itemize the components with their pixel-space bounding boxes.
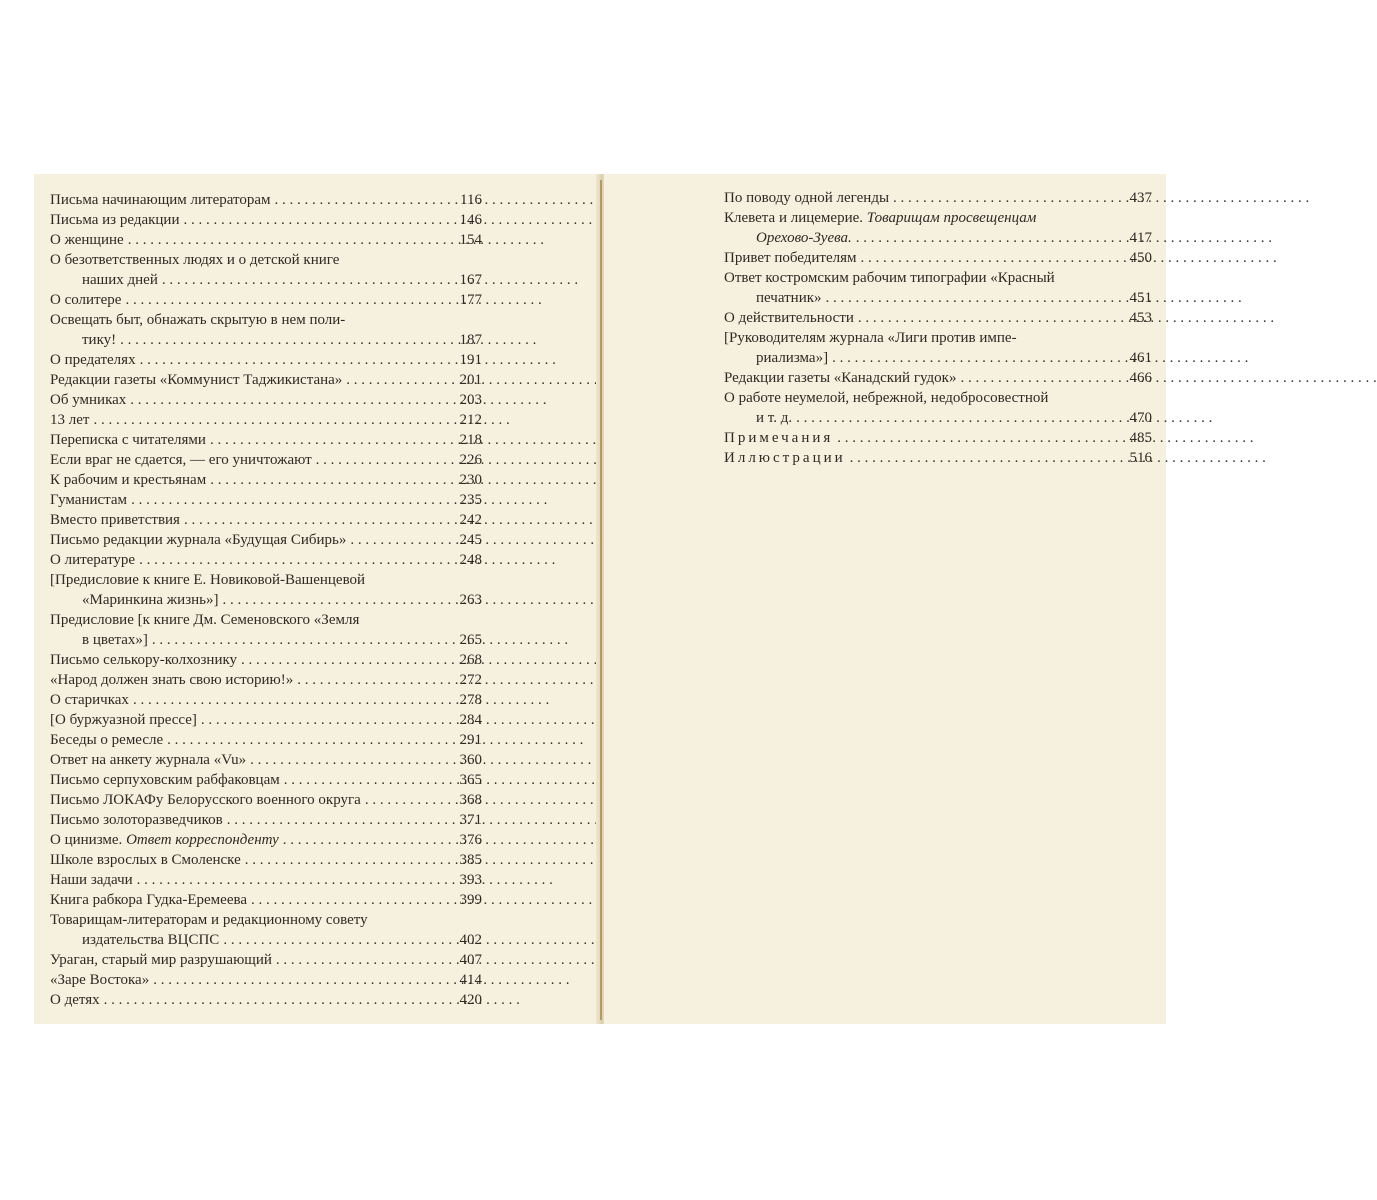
toc-entry-title: «Маринкина жизнь»] [82, 592, 219, 608]
toc-entry [50, 610, 482, 650]
toc-page-number: 516 [1129, 450, 1152, 466]
toc-entry-line [50, 610, 436, 630]
toc-entry-line [50, 630, 436, 650]
toc-entry-subtitle: Орехово-Зуева. [756, 230, 852, 246]
toc-entry-line [50, 190, 436, 210]
toc-entry-title: Наши задачи [50, 872, 133, 888]
toc-page-number: 245 [459, 532, 482, 548]
toc-entry-title: О предателях [50, 352, 136, 368]
leader-dots [130, 390, 546, 410]
toc-entry-title: печатник» [756, 290, 822, 306]
toc-page-number: 187 [459, 332, 482, 348]
toc-entry-title: О цинизме. Ответ корреспонденту [50, 832, 279, 848]
leader-dots [133, 690, 549, 710]
toc-entry-subtitle: Товарищам просвещенцам [863, 210, 1037, 226]
leader-dots [131, 490, 547, 510]
toc-entry [724, 188, 1152, 208]
toc-entry-line [724, 448, 1106, 468]
leader-dots [861, 248, 1277, 268]
toc-entry-line [50, 290, 436, 310]
toc-entry-line [724, 428, 1106, 448]
toc-entry [50, 490, 482, 510]
toc-entry [50, 730, 482, 750]
toc-entry-title: в цветах»] [82, 632, 148, 648]
toc-entry-line [50, 530, 436, 550]
toc-entry [50, 250, 482, 290]
toc-entry-title: О солитере [50, 292, 122, 308]
leader-dots [167, 730, 583, 750]
toc-entry-line [50, 550, 436, 570]
toc-entry [50, 450, 482, 470]
toc-page-number: 365 [459, 772, 482, 788]
toc-entry-title: Предисловие [к книге Дм. Семеновского «Земля [50, 612, 360, 628]
toc-entry [50, 990, 482, 1010]
toc-entry-line [50, 830, 436, 850]
toc-entry-title: Письма начинающим литераторам [50, 192, 271, 208]
toc-entry [50, 530, 482, 550]
toc-entry-line [50, 210, 436, 230]
leader-dots [893, 188, 1309, 208]
toc-entry [50, 410, 482, 430]
toc-entry-title: и т. д. [756, 410, 793, 426]
toc-entry-title: Освещать быт, обнажать скрытую в нем поли- [50, 312, 346, 328]
toc-entry-line [724, 248, 1106, 268]
toc-page-number: 263 [459, 592, 482, 608]
leader-dots [826, 288, 1242, 308]
toc-entry-line [50, 230, 436, 250]
toc-entry-title: Товарищам-литераторам и редакционному совету [50, 912, 368, 928]
toc-entry [50, 350, 482, 370]
toc-entry-line [50, 410, 436, 430]
toc-entry-title: Об умниках [50, 392, 127, 408]
toc-page-number: 235 [459, 492, 482, 508]
toc-entry-line [724, 328, 1106, 348]
toc-entry [50, 230, 482, 250]
toc-entry-title: Ответ костромским рабочим типографии «Красный [724, 270, 1055, 286]
toc-entry [50, 850, 482, 870]
toc-entry [50, 470, 482, 490]
toc-page-number: 177 [459, 292, 482, 308]
toc-entry [50, 670, 482, 690]
toc-entry-title: Книга рабкора Гудка-Еремеева [50, 892, 248, 908]
toc-entry-title: Письмо редакции журнала «Будущая Сибирь» [50, 532, 347, 548]
toc-entry-title: О действительности [724, 310, 854, 326]
toc-entry-title: К рабочим и крестьянам [50, 472, 207, 488]
toc-page-number: 265 [459, 632, 482, 648]
toc-entry-line [50, 850, 436, 870]
toc-page-number: 466 [1129, 370, 1152, 386]
toc-entry [50, 650, 482, 670]
toc-entry-line [724, 208, 1106, 228]
toc-entry-title: [О буржуазной прессе] [50, 712, 197, 728]
toc-entry [724, 268, 1152, 308]
toc-page-number: 417 [1129, 230, 1152, 246]
toc-entry [50, 750, 482, 770]
toc-entry [724, 388, 1152, 428]
toc-entry-line [50, 790, 436, 810]
toc-page-number: 268 [459, 652, 482, 668]
toc-page-number: 242 [459, 512, 482, 528]
toc-entry [50, 970, 482, 990]
leader-dots [960, 368, 1376, 388]
leader-dots [201, 710, 617, 730]
toc-page-number: 201 [459, 372, 482, 388]
toc-page-number: 470 [1129, 410, 1152, 426]
toc-entry-line [724, 368, 1106, 388]
toc-entry-title: наших дней [82, 272, 158, 288]
toc-entry-title: Гуманистам [50, 492, 128, 508]
toc-entry [50, 310, 482, 350]
toc-entry-title: Клевета и лицемерие. Товарищам просвещенцам [724, 210, 1037, 226]
toc-entry-line [50, 390, 436, 410]
toc-entry-title: Письмо селькору-колхознику [50, 652, 238, 668]
toc-entry-line [50, 910, 436, 930]
toc-page-number: 399 [459, 892, 482, 908]
toc-entry-line [50, 470, 436, 490]
leader-dots [856, 228, 1272, 248]
toc-page-number: 218 [459, 432, 482, 448]
toc-entry-line [50, 870, 436, 890]
toc-entry [724, 368, 1152, 388]
toc-entry-line [50, 310, 436, 330]
toc-page-number: 284 [459, 712, 482, 728]
leader-dots [222, 590, 638, 610]
toc-page-number: 402 [459, 932, 482, 948]
toc-entry [50, 770, 482, 790]
toc-entry-line [724, 188, 1106, 208]
toc-entry-title: 13 лет [50, 412, 90, 428]
toc-entry [50, 690, 482, 710]
table-of-contents-right [724, 188, 1152, 468]
toc-page-number: 485 [1129, 430, 1152, 446]
toc-entry-line [50, 430, 436, 450]
toc-entry-title: Переписка с читателями [50, 432, 206, 448]
book-spread [34, 174, 1166, 1024]
toc-page-number: 278 [459, 692, 482, 708]
toc-page-number: 414 [459, 972, 482, 988]
toc-entry [50, 710, 482, 730]
toc-entry-line [50, 590, 436, 610]
toc-entry [724, 248, 1152, 268]
toc-entry-line [50, 950, 436, 970]
toc-entry [50, 950, 482, 970]
toc-entry-title: «Заре Востока» [50, 972, 150, 988]
toc-page-number: 230 [459, 472, 482, 488]
toc-page-number: 203 [459, 392, 482, 408]
toc-entry-title: Письмо золоторазведчиков [50, 812, 223, 828]
leader-dots [139, 550, 555, 570]
toc-entry-title: О безответственных людях и о детской книге [50, 252, 340, 268]
toc-entry-line [50, 570, 436, 590]
toc-entry-title: Письмо серпуховским рабфаковцам [50, 772, 280, 788]
toc-entry [50, 370, 482, 390]
toc-page-number: 212 [459, 412, 482, 428]
toc-entry-line [50, 250, 436, 270]
toc-entry [50, 390, 482, 410]
toc-entry-title: Письмо ЛОКАФу Белорусского военного округа [50, 792, 361, 808]
toc-page-number: 272 [459, 672, 482, 688]
toc-page-number: 154 [459, 232, 482, 248]
toc-entry-line [50, 710, 436, 730]
toc-entry-title: [Руководителям журнала «Лиги против импе- [724, 330, 1017, 346]
toc-entry-line [50, 670, 436, 690]
toc-page-number: 368 [459, 792, 482, 808]
toc-entry-title: По поводу одной легенды [724, 190, 890, 206]
toc-entry-line [50, 330, 436, 350]
toc-entry-line [50, 650, 436, 670]
toc-page-number: 420 [459, 992, 482, 1008]
right-page [604, 174, 1166, 1024]
toc-page-number: 376 [459, 832, 482, 848]
toc-page-number: 461 [1129, 350, 1152, 366]
leader-dots [153, 970, 569, 990]
toc-entry-title: О детях [50, 992, 100, 1008]
toc-entry-title: О литературе [50, 552, 136, 568]
toc-entry-title [756, 228, 852, 248]
toc-entry-line [50, 450, 436, 470]
toc-entry-subtitle: Ответ корреспонденту [122, 832, 279, 848]
leader-dots [210, 430, 626, 450]
leader-dots [210, 470, 626, 490]
toc-entry [50, 810, 482, 830]
toc-entry [50, 830, 482, 850]
leader-dots [837, 428, 1253, 448]
leader-dots [137, 870, 553, 890]
toc-entry-line [724, 228, 1106, 248]
toc-entry-line [50, 930, 436, 950]
toc-entry-title: О женщине [50, 232, 124, 248]
leader-dots [223, 930, 639, 950]
toc-entry [724, 308, 1152, 328]
toc-entry-line [724, 408, 1106, 428]
toc-entry-line [50, 510, 436, 530]
toc-page-number: 360 [459, 752, 482, 768]
toc-entry-title: Редакции газеты «Канадский гудок» [724, 370, 957, 386]
toc-page-number: 407 [459, 952, 482, 968]
toc-entry-title: «Народ должен знать свою историю!» [50, 672, 294, 688]
toc-entry-line [724, 308, 1106, 328]
toc-page-number: 226 [459, 452, 482, 468]
toc-page-number: 191 [459, 352, 482, 368]
toc-entry [50, 890, 482, 910]
toc-page-number: 385 [459, 852, 482, 868]
toc-entry-line [50, 690, 436, 710]
toc-entry-title: Редакции газеты «Коммунист Таджикистана» [50, 372, 343, 388]
toc-entry-title: Примечания [724, 430, 834, 446]
toc-entry-line [724, 388, 1106, 408]
leader-dots [140, 350, 556, 370]
toc-entry-title: Ураган, старый мир разрушающий [50, 952, 272, 968]
table-of-contents-left [50, 190, 482, 1010]
toc-entry-line [50, 270, 436, 290]
toc-entry-title: О работе неумелой, небрежной, недобросовестной [724, 390, 1049, 406]
toc-entry [50, 570, 482, 610]
toc-entry-line [50, 890, 436, 910]
toc-page-number: 393 [459, 872, 482, 888]
toc-entry-line [50, 750, 436, 770]
toc-entry [50, 790, 482, 810]
leader-dots [832, 348, 1248, 368]
toc-entry [50, 870, 482, 890]
toc-entry-title: риализма»] [756, 350, 829, 366]
leader-dots [183, 210, 599, 230]
toc-entry-line [50, 810, 436, 830]
toc-entry [724, 208, 1152, 248]
toc-entry [724, 328, 1152, 368]
toc-page-number: 167 [459, 272, 482, 288]
toc-entry-title: Беседы о ремесле [50, 732, 164, 748]
toc-entry-line [50, 990, 436, 1010]
toc-page-number: 437 [1129, 190, 1152, 206]
toc-page-number: 146 [459, 212, 482, 228]
toc-entry-title: [Предисловие к книге Е. Новиковой-Вашенцевой [50, 572, 366, 588]
toc-entry-title: Привет победителям [724, 250, 857, 266]
toc-entry-title: Иллюстрации [724, 450, 846, 466]
toc-entry-line [50, 730, 436, 750]
toc-entry-title: тику! [82, 332, 117, 348]
toc-entry [50, 910, 482, 950]
toc-entry-title: издательства ВЦСПС [82, 932, 220, 948]
leader-dots [162, 270, 578, 290]
toc-entry-line [724, 348, 1106, 368]
toc-page-number: 248 [459, 552, 482, 568]
toc-entry-title: О старичках [50, 692, 129, 708]
toc-entry-line [724, 268, 1106, 288]
toc-entry-title: Ответ на анкету журнала «Vu» [50, 752, 247, 768]
leader-dots [184, 510, 600, 530]
leader-dots [850, 448, 1266, 468]
toc-entry [724, 448, 1152, 468]
toc-entry [50, 550, 482, 570]
toc-page-number: 291 [459, 732, 482, 748]
toc-entry-title: Вместо приветствия [50, 512, 180, 528]
toc-entry-line [50, 370, 436, 390]
toc-entry-line [724, 288, 1106, 308]
toc-page-number: 450 [1129, 250, 1152, 266]
toc-entry [50, 210, 482, 230]
toc-entry [50, 430, 482, 450]
leader-dots [152, 630, 568, 650]
toc-entry-title: Если враг не сдается, — его уничтожают [50, 452, 312, 468]
toc-page-number: 451 [1129, 290, 1152, 306]
toc-entry-line [50, 490, 436, 510]
toc-entry-line [50, 970, 436, 990]
leader-dots [227, 810, 643, 830]
toc-page-number: 453 [1129, 310, 1152, 326]
toc-entry-line [50, 350, 436, 370]
toc-entry [50, 290, 482, 310]
toc-entry [724, 428, 1152, 448]
toc-entry-title: Письма из редакции [50, 212, 180, 228]
toc-entry-line [50, 770, 436, 790]
left-page [34, 174, 598, 1024]
leader-dots [858, 308, 1274, 328]
toc-entry [50, 510, 482, 530]
toc-page-number: 116 [460, 192, 482, 208]
binding-thread [600, 180, 602, 1020]
toc-page-number: 371 [459, 812, 482, 828]
toc-entry-title: Школе взрослых в Смоленске [50, 852, 241, 868]
toc-entry [50, 190, 482, 210]
